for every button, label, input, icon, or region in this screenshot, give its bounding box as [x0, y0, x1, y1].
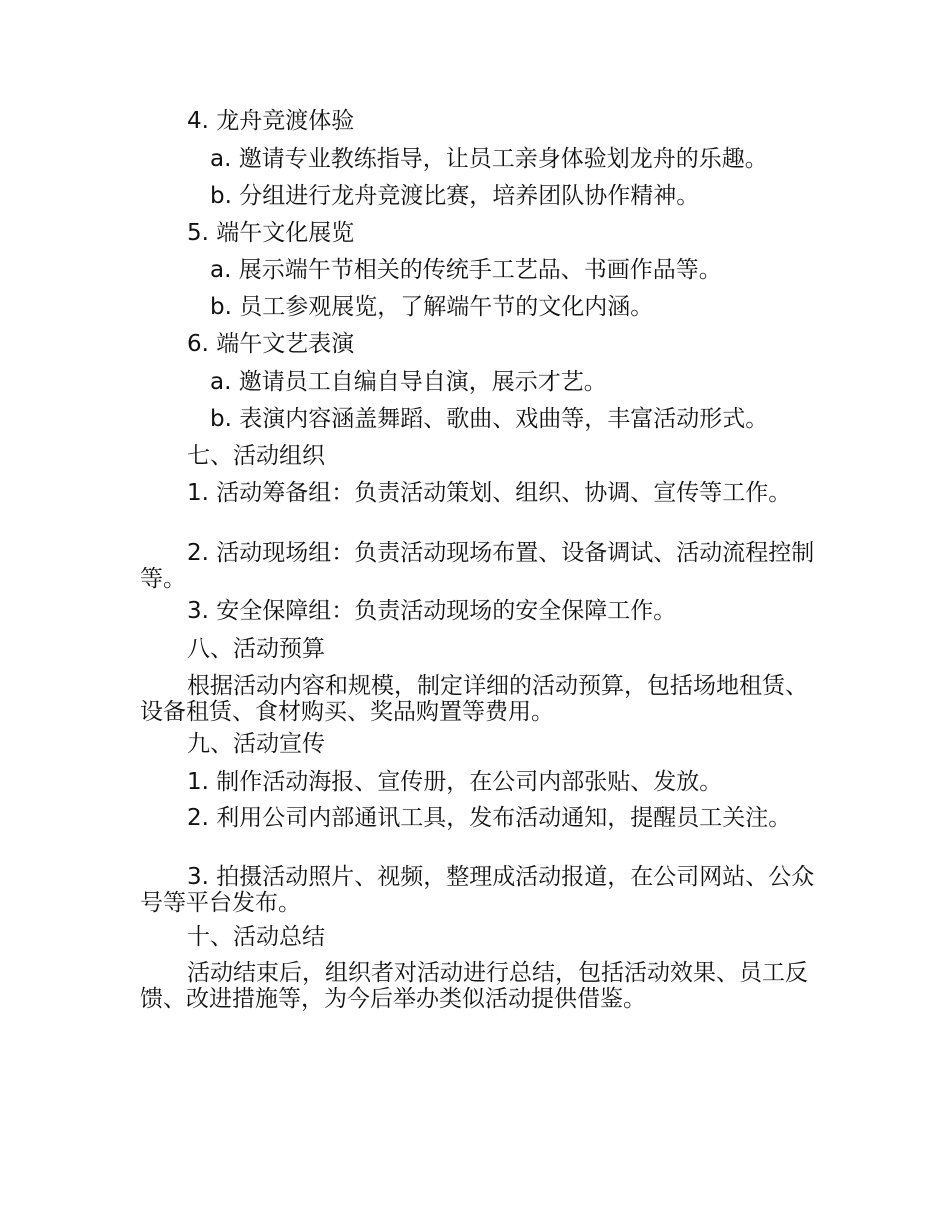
heading-8: 八、活动预算 — [187, 636, 325, 662]
promo-item-3: 3. 拍摄活动照片、视频，整理成活动报道，在公司网站、公众号等平台发布。 — [140, 864, 815, 916]
section-6-item-b: b. 表演内容涵盖舞蹈、歌曲、戏曲等，丰富活动形式。 — [210, 406, 769, 432]
section-4-item-b: b. 分组进行龙舟竞渡比赛，培养团队协作精神。 — [210, 183, 700, 209]
summary-paragraph: 活动结束后，组织者对活动进行总结，包括活动效果、员工反馈、改进措施等，为今后举办类似活动提供借鉴。 — [140, 960, 808, 1012]
org-item-2: 2. 活动现场组：负责活动现场布置、设备调试、活动流程控制等。 — [140, 540, 815, 592]
heading-9: 九、活动宣传 — [187, 731, 325, 757]
section-6-title: 6. 端午文艺表演 — [187, 331, 355, 357]
budget-paragraph: 根据活动内容和规模，制定详细的活动预算，包括场地租赁、设备租赁、食材购买、奖品购置等费用。 — [140, 673, 808, 725]
section-5-item-a: a. 展示端午节相关的传统手工艺品、书画作品等。 — [210, 257, 722, 283]
promo-item-2: 2. 利用公司内部通讯工具，发布活动通知，提醒员工关注。 — [187, 805, 792, 831]
org-item-3: 3. 安全保障组：负责活动现场的安全保障工作。 — [187, 598, 677, 624]
section-4-title: 4. 龙舟竞渡体验 — [187, 108, 355, 134]
section-6-item-a: a. 邀请员工自编自导自演，展示才艺。 — [210, 369, 607, 395]
heading-10: 十、活动总结 — [187, 924, 325, 950]
promo-item-1: 1. 制作活动海报、宣传册，在公司内部张贴、发放。 — [187, 769, 723, 795]
section-5-title: 5. 端午文化展览 — [187, 220, 355, 246]
org-item-1: 1. 活动筹备组：负责活动策划、组织、协调、宣传等工作。 — [187, 480, 792, 506]
heading-7: 七、活动组织 — [187, 443, 325, 469]
section-4-item-a: a. 邀请专业教练指导，让员工亲身体验划龙舟的乐趣。 — [210, 146, 768, 172]
section-5-item-b: b. 员工参观展览，了解端午节的文化内涵。 — [210, 294, 654, 320]
